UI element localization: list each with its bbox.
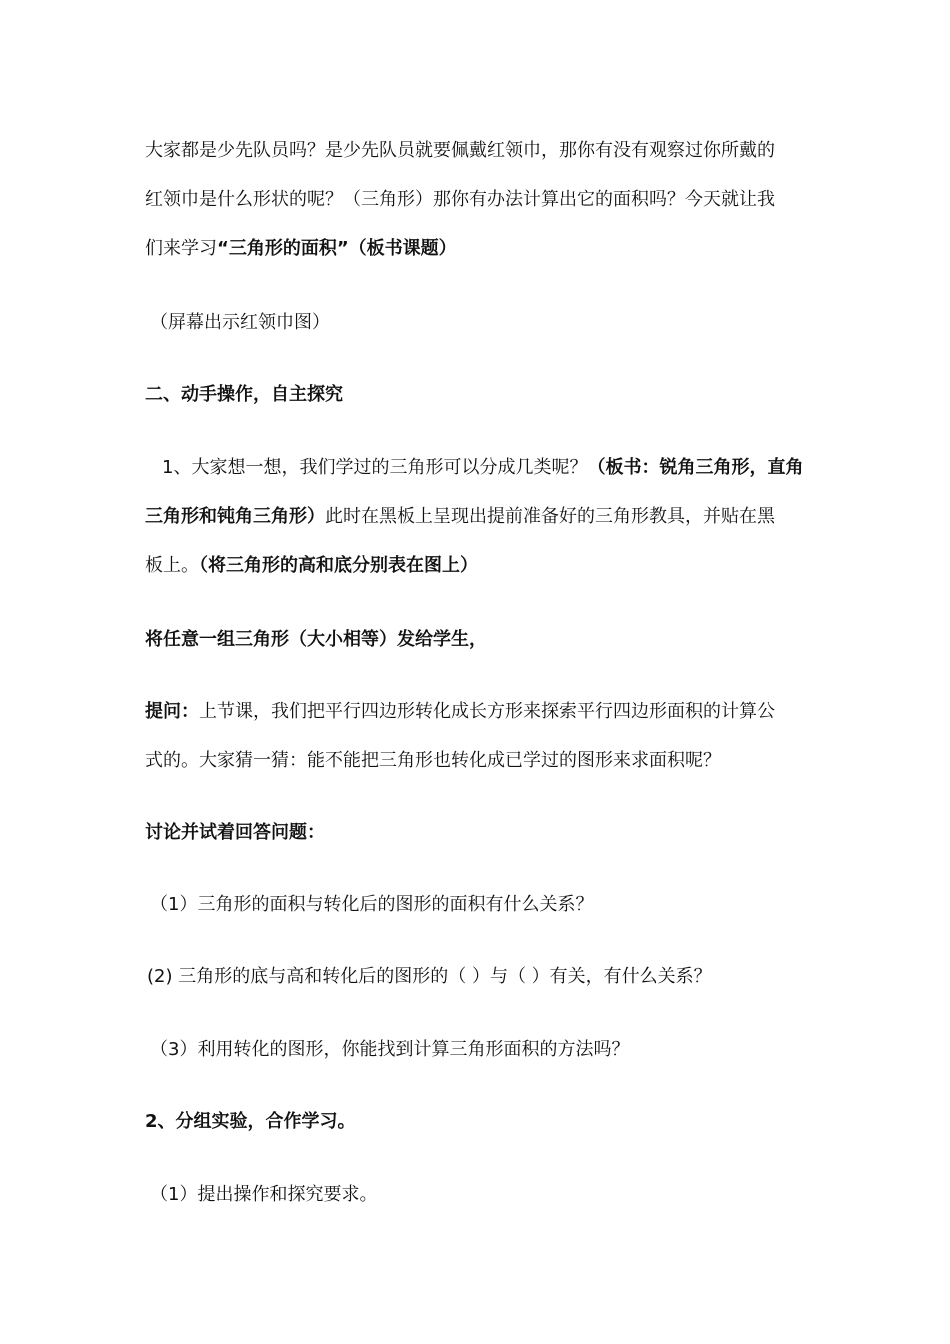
intro-line-1 — [145, 138, 775, 164]
question-3 — [150, 1037, 629, 1063]
question-2 — [147, 964, 712, 990]
section-2-heading — [145, 382, 343, 408]
intro-line-2 — [145, 187, 775, 213]
item-1-line-2 — [145, 504, 775, 530]
screen-note-text: （屏幕出示红领巾图） — [150, 312, 330, 333]
item-2-heading — [145, 1109, 356, 1135]
board-note-1: （板书：锐角三角形，直角 — [587, 457, 804, 478]
question-text-1: 上节课，我们把平行四边形转化成长方形来探索平行四边形面积的计算公 — [199, 701, 775, 722]
item-1-line-3 — [145, 553, 478, 579]
intro-text-3: 们来学习 — [145, 238, 217, 259]
item-1-text-2: 此时在黑板上呈现出提前准备好的三角形教具，并贴在黑 — [325, 506, 775, 527]
screen-note — [150, 310, 330, 336]
question-line-1 — [145, 699, 775, 725]
question-1-text: （1）三角形的面积与转化后的图形的面积有什么关系？ — [150, 894, 594, 915]
section-2-heading-text: 二、动手操作，自主探究 — [145, 384, 343, 405]
item-1-line-1 — [162, 455, 803, 481]
item-1-text-1: 1、大家想一想，我们学过的三角形可以分成几类呢？ — [162, 457, 588, 478]
discuss-heading-text: 讨论并试着回答问题： — [145, 822, 325, 843]
question-1 — [150, 892, 593, 918]
discuss-heading — [145, 820, 325, 846]
question-line-2 — [145, 748, 721, 774]
question-2-text: (2) 三角形的底与高和转化后的图形的（ ）与（ ）有关，有什么关系？ — [147, 966, 712, 987]
item-2-sub-1-text: （1）提出操作和探究要求。 — [150, 1184, 378, 1205]
distribute-line — [145, 627, 487, 653]
board-note-2: 三角形和钝角三角形） — [145, 506, 325, 527]
intro-text-2: 红领巾是什么形状的呢？（三角形）那你有办法计算出它的面积吗？今天就让我 — [145, 189, 775, 210]
question-label: 提问： — [145, 701, 199, 722]
intro-line-3 — [145, 236, 457, 262]
distribute-text: 将任意一组三角形（大小相等）发给学生， — [145, 629, 487, 650]
item-2-heading-text: 2、分组实验，合作学习。 — [145, 1111, 356, 1132]
board-note-3: （将三角形的高和底分别表在图上） — [199, 555, 478, 576]
question-text-2: 式的。大家猜一猜：能不能把三角形也转化成已学过的图形来求面积呢？ — [145, 750, 721, 771]
question-3-text: （3）利用转化的图形，你能找到计算三角形面积的方法吗？ — [150, 1039, 630, 1060]
item-2-sub-1 — [150, 1182, 377, 1208]
lesson-title: “三角形的面积”（板书课题） — [217, 238, 457, 259]
item-1-text-3: 板上。 — [145, 555, 199, 576]
intro-text-1: 大家都是少先队员吗？是少先队员就要佩戴红领巾，那你有没有观察过你所戴的 — [145, 140, 775, 161]
